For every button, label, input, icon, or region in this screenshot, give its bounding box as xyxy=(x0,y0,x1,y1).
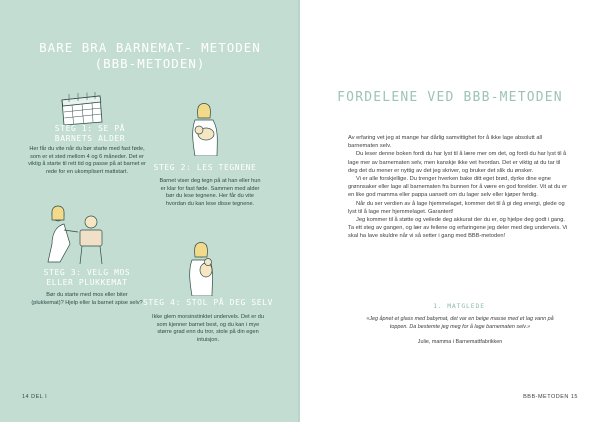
body-paragraph: Du leser denne boken fordi du har lyst til å lære mer om det, og fordi du har lyst til å lage mer av barnematen selv, men kanskje ikke vet hvordan. Det er viktig at du tar til deg det du mener er nyttig av det jeg skriver, og bruker det slik du ønsker. xyxy=(348,151,567,174)
body-paragraph: Av erfaring vet jeg at mange har dårlig samvittighet for å ikke lage absolutt all barnematen selv. xyxy=(348,135,543,150)
quote-author: Julie, mamma i Barnemattfabrikken xyxy=(417,339,503,345)
left-page-title: BARE BRA BARNEMAT- METODEN (BBB-METODEN) xyxy=(39,40,261,71)
left-page-folio: 14 DEL I xyxy=(22,394,48,400)
section-heading: 1. MATGLEDE xyxy=(433,302,485,310)
right-page-body xyxy=(348,134,570,241)
step-1-text: Her får du vite når du bør starte med fast føde, som er et sted mellom 4 og 6 måneder. Det er viktig å starte til rett tid og passe på at barnet er rede for en ukomplisert mattstart. xyxy=(28,146,146,175)
step-2-text: Barnet viser deg tegn på at han eller hun er klar for fast føde. Sammen med alder bør du lese tegnene. Her får du vite hvordan du kan lese disse tegnene. xyxy=(159,178,261,207)
quote-text: «Jeg åpnet et glass med babymat, det var en beige masse med et lag vann på toppen. Da bestemte jeg meg for å lage barnematen selv.» xyxy=(366,316,554,330)
step-3-text: Bør du starte med mos eller biter (plukkemat)? Hjelp eller la barnet spise selv? xyxy=(31,292,143,306)
right-page-folio: BBB-METODEN 15 xyxy=(523,394,578,400)
mother-standing-with-baby-illustration xyxy=(180,238,222,296)
step-2-heading: STEG 2: LES TEGNENE xyxy=(153,163,257,172)
body-paragraph: Når du ser verdien av å lage hjemmelaget, kommer det til å gi deg energi, glede og lyst til å lage mer hjemmelaget. Garantert! xyxy=(348,200,565,215)
mother-feeding-baby-illustration xyxy=(42,200,108,266)
step-3-heading: STEG 3: VELG MOS ELLER PLUKKEMAT xyxy=(43,268,131,287)
step-4-heading: STEG 4: STOL PÅ DEG SELV xyxy=(143,298,273,307)
right-page-title: FORDELENE VED BBB-METODEN xyxy=(337,90,563,105)
body-paragraph: Jeg kommer til å støtte og veilede deg akkurat der du er, og hjelpe deg godt i gang. Ta ett steg av gangen, og lær av feilene og erfaringene jeg deler med deg underveis. Vi skal ha lave skuldre når vi så setter i gang med BBB-metoden! xyxy=(348,217,568,240)
body-paragraph: Vi er alle forskjellige. Du trenger hverken bake ditt eget brød, dyrke dine egne grønnsaker eller lage all barnematen fra bunnen for å være en god forelder. Vit at du er en like god mamma eller pappa uansett om du lager selv eller kjøper ferdig. xyxy=(348,176,567,199)
calendar-illustration xyxy=(58,92,106,128)
step-4-text: Ikke glem morsinstinktet undervels. Det er du som kjenner barnet best, og du kan i mye større grad enn du tror, stole på din egen intuisjon. xyxy=(152,314,264,343)
step-1-heading: STEG 1: SE PÅ BARNETS ALDER xyxy=(54,124,126,143)
mother-holding-baby-illustration xyxy=(183,100,225,156)
